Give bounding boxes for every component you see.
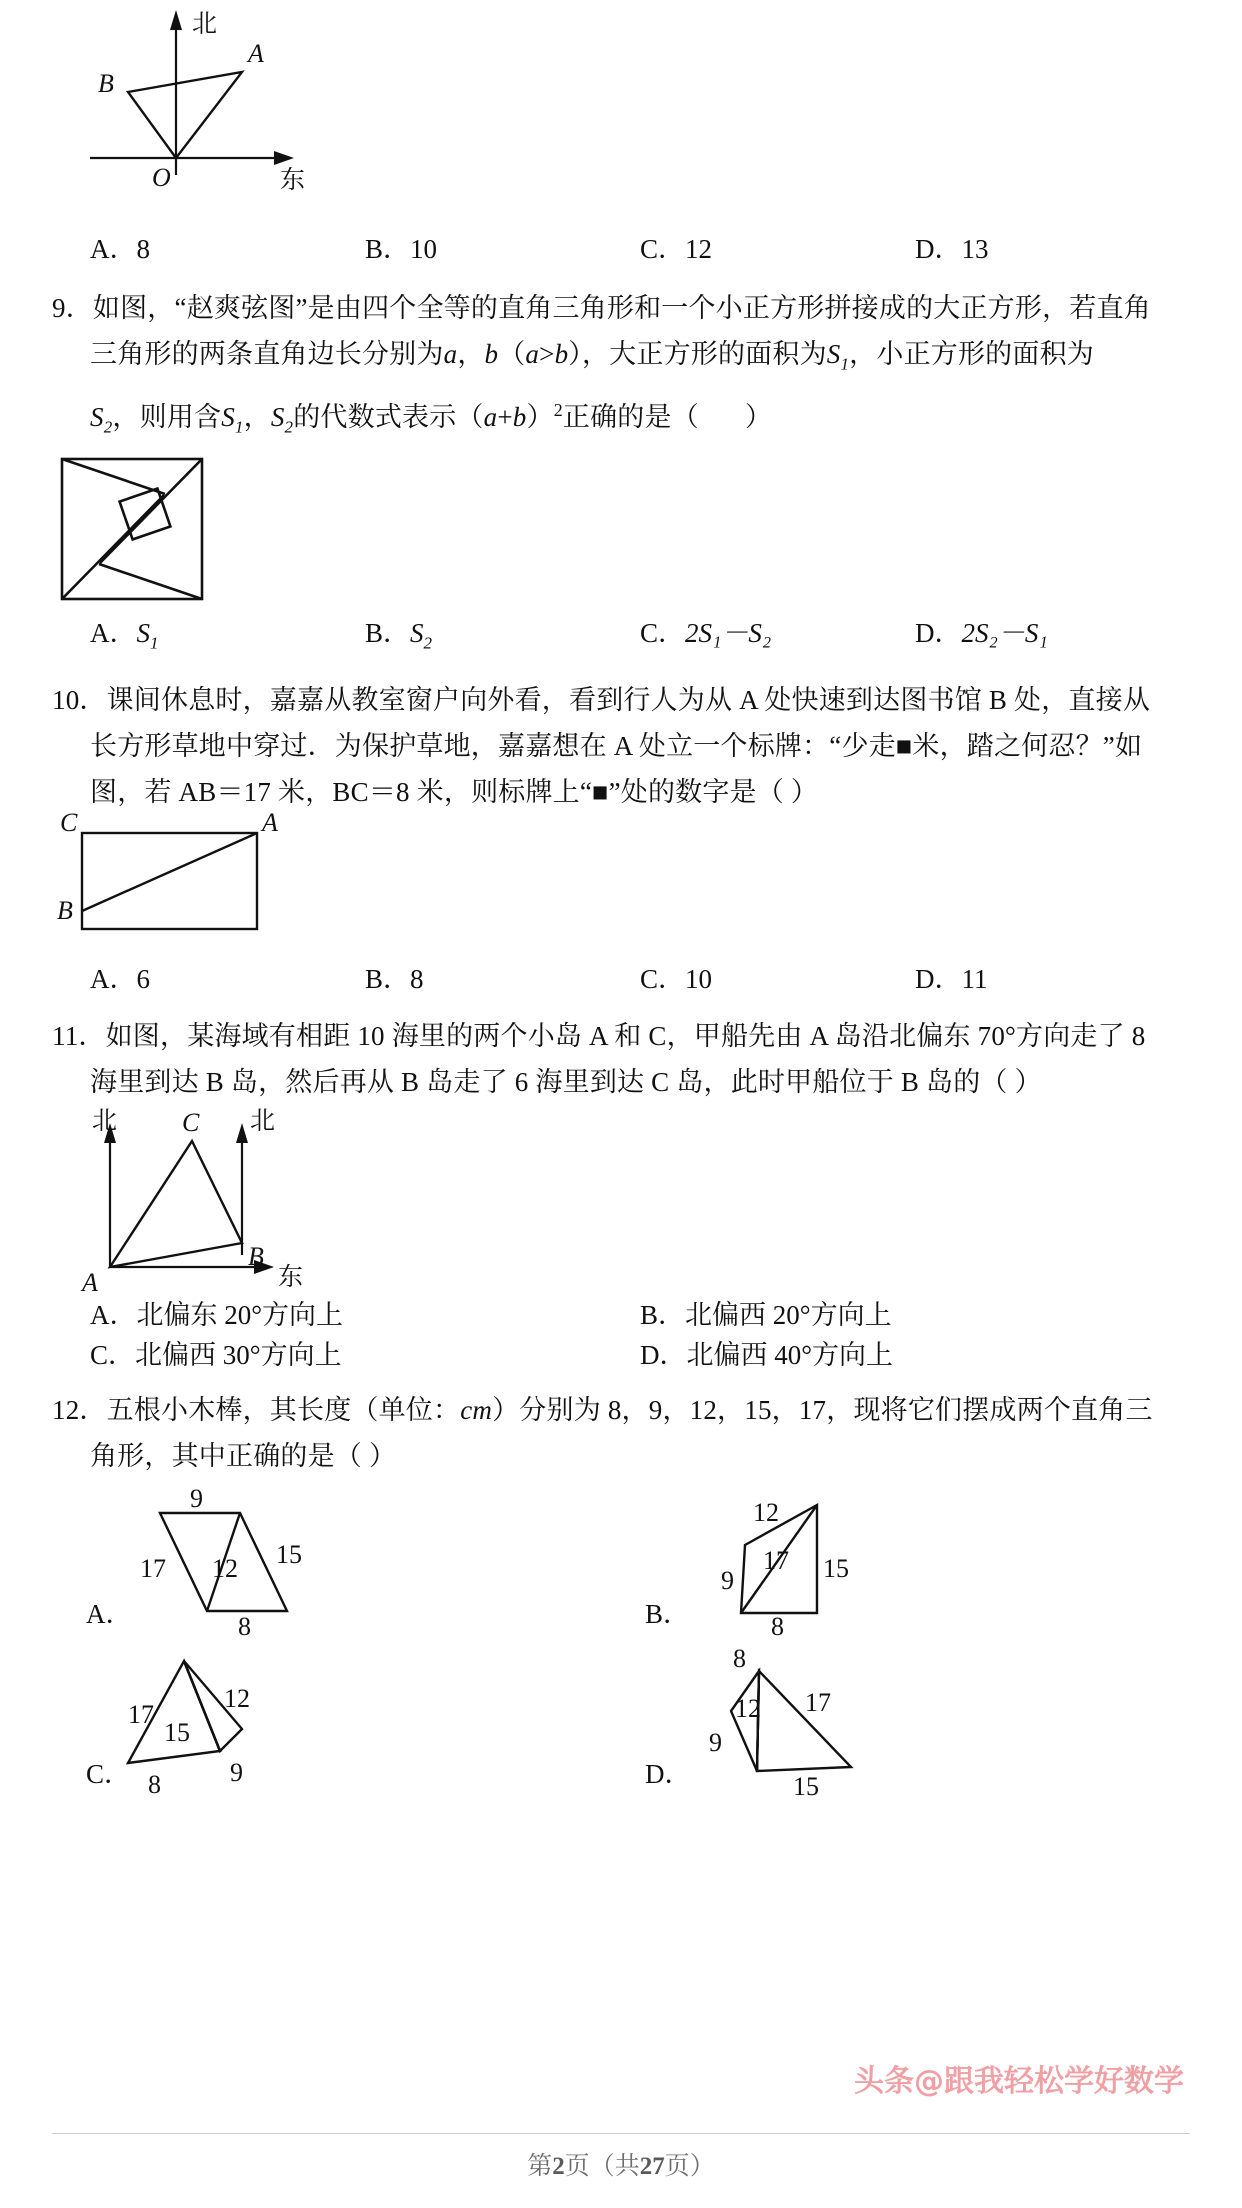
q11-options-row-2 bbox=[52, 1335, 1190, 1375]
q8-options bbox=[52, 229, 1190, 269]
q8-figure bbox=[52, 0, 1190, 215]
label-east: 东 bbox=[280, 165, 306, 194]
q9-option-d-letter: D． bbox=[915, 617, 962, 648]
q11-option-a-letter: A． bbox=[90, 1300, 137, 1331]
q8-compass-diagram bbox=[52, 0, 472, 215]
q9-l3-plus: + bbox=[497, 402, 513, 433]
label-east: 东 bbox=[278, 1262, 304, 1292]
q11-option-a-text: 北偏东 20°方向上 bbox=[136, 1300, 344, 1331]
q10-option-c-text: 10 bbox=[685, 964, 713, 995]
q8-option-d-text: 13 bbox=[961, 234, 989, 264]
label-north-left: 北 bbox=[92, 1106, 118, 1136]
q9-l2-comma: ， bbox=[457, 339, 485, 369]
triangle-acb bbox=[110, 1141, 242, 1267]
q11-option-c[interactable] bbox=[90, 1335, 640, 1375]
q12-c-label-right: 12 bbox=[224, 1684, 250, 1714]
north-arrowhead bbox=[170, 10, 182, 30]
q9-l2-ineq-b: b bbox=[554, 339, 569, 369]
q12-t2: ）分别为 8，9，12，15，17，现将它们摆成两个直角三 bbox=[492, 1395, 1153, 1426]
q8-option-a-text: 8 bbox=[136, 234, 150, 264]
q10-line-3: 图，若 AB＝17 米，BC＝8 米，则标牌上“■”处的数字是（ ） bbox=[90, 777, 819, 808]
q11-options-row-1 bbox=[52, 1295, 1190, 1335]
q9-l2-var-a: a bbox=[443, 339, 458, 369]
q9-l3-paren-close: ） bbox=[744, 402, 773, 433]
q9-l3-t3: 正确的是（ bbox=[562, 402, 699, 433]
q12-a-label-mid: 12 bbox=[212, 1554, 238, 1584]
q8-option-b[interactable] bbox=[365, 229, 640, 269]
q11-option-c-text: 北偏西 30°方向上 bbox=[135, 1340, 342, 1371]
q8-option-d[interactable] bbox=[915, 229, 1190, 269]
q9-l3-s2b-sub: 2 bbox=[284, 417, 294, 437]
q12-c-label-left: 17 bbox=[128, 1700, 154, 1730]
q9-l3-s1-sub: 1 bbox=[234, 417, 244, 437]
q9-option-a[interactable] bbox=[90, 613, 365, 663]
label-north-right: 北 bbox=[250, 1106, 276, 1136]
q12-line-1 bbox=[52, 1387, 1190, 1433]
q12-d-label-top: 8 bbox=[733, 1644, 746, 1674]
q11-line-2: 海里到达 B 岛，然后再从 B 岛走了 6 海里到达 C 岛，此时甲船位于 B 岛的（ ） bbox=[90, 1067, 1042, 1098]
q12-d-label-mid: 12 bbox=[735, 1694, 761, 1724]
q10-option-c-letter: C． bbox=[640, 964, 686, 995]
q9-l3-s1: S bbox=[221, 402, 235, 433]
q12-choice-b-letter: B． bbox=[645, 1599, 691, 1630]
label-point-a: A bbox=[262, 808, 278, 838]
q12-a-label-bottom: 8 bbox=[238, 1612, 251, 1642]
footer-page-number: 2 bbox=[552, 2153, 565, 2180]
q11-option-b-text: 北偏西 20°方向上 bbox=[685, 1300, 892, 1331]
question-12 bbox=[52, 1387, 1190, 1479]
q9-l2-s: S bbox=[826, 339, 841, 369]
q9-option-c-text: 2S₁－S₂ bbox=[685, 617, 772, 648]
q12-choices-row-2 bbox=[52, 1644, 1190, 1802]
q12-b-label-top: 12 bbox=[753, 1498, 779, 1528]
pinwheel-line-1 bbox=[62, 459, 165, 494]
q8-option-d-letter: D． bbox=[915, 234, 962, 264]
label-point-b: B bbox=[98, 69, 114, 98]
question-9 bbox=[52, 285, 1190, 451]
q9-l2-var-b: b bbox=[484, 339, 499, 369]
q12-choice-a-letter: A． bbox=[86, 1599, 133, 1630]
q12-b-label-right: 15 bbox=[823, 1554, 849, 1584]
q9-l2-tail: ，小正方形的面积为 bbox=[849, 339, 1094, 369]
q9-l3-b: b bbox=[512, 402, 527, 433]
q11-option-d-text: 北偏西 40°方向上 bbox=[686, 1340, 894, 1371]
q11-text-1: 如图，某海域有相距 10 海里的两个小岛 A 和 C，甲船先由 A 岛沿北偏东 70°方向走了 8 bbox=[105, 1021, 1146, 1052]
q12-choice-d[interactable] bbox=[621, 1644, 1190, 1802]
q12-choices-row-1 bbox=[52, 1484, 1190, 1642]
q12-number: 12． bbox=[52, 1395, 107, 1426]
q9-l2-gt: > bbox=[539, 339, 555, 369]
east-arrowhead bbox=[274, 151, 294, 165]
q9-options bbox=[52, 613, 1190, 663]
q9-line-1 bbox=[52, 285, 1190, 331]
footer-total-pages: 27 bbox=[639, 2153, 665, 2180]
q9-option-a-letter: A． bbox=[90, 617, 137, 648]
footer-suffix: 页） bbox=[664, 2153, 715, 2180]
q9-l2-a: 三角形的两条直角边长分别为 bbox=[90, 339, 444, 369]
label-point-b: B bbox=[57, 896, 73, 926]
q9-l3-power: 2 bbox=[553, 400, 563, 421]
label-point-c: C bbox=[60, 808, 78, 838]
q9-option-b-base: S bbox=[410, 617, 424, 648]
q11-option-b-letter: B． bbox=[640, 1300, 686, 1331]
q12-b-label-left: 9 bbox=[721, 1566, 734, 1596]
q10-option-d-letter: D． bbox=[915, 964, 962, 995]
q12-choice-c[interactable] bbox=[52, 1645, 621, 1800]
q8-option-a-letter: A． bbox=[90, 234, 137, 264]
q10-option-b[interactable] bbox=[365, 959, 640, 999]
q12-a-label-top: 9 bbox=[190, 1484, 203, 1514]
q9-option-b[interactable] bbox=[365, 613, 640, 663]
q12-d-label-left: 9 bbox=[709, 1728, 722, 1758]
q12-b-label-bottom: 8 bbox=[771, 1612, 784, 1642]
q12-c-label-bottom: 8 bbox=[148, 1770, 161, 1800]
rectangle-lawn-diagram bbox=[52, 808, 312, 955]
watermark: 头条@跟我轻松学好数学 bbox=[854, 2064, 1184, 2099]
q12-d-right-triangle bbox=[757, 1671, 851, 1771]
q9-l2-paren-open: （ bbox=[498, 339, 526, 369]
q12-c-label-mid: 15 bbox=[164, 1718, 190, 1748]
q9-option-b-letter: B． bbox=[365, 617, 411, 648]
q9-l2-s-sub: 1 bbox=[840, 354, 850, 374]
q9-l2-mid: ），大正方形的面积为 bbox=[568, 339, 827, 369]
q9-l3-s2-sub: 2 bbox=[103, 417, 113, 437]
q11-option-a[interactable] bbox=[90, 1295, 640, 1335]
q12-choice-c-letter: C． bbox=[86, 1759, 132, 1790]
lawn-rectangle bbox=[82, 833, 257, 929]
label-point-a: A bbox=[82, 1268, 98, 1298]
q9-l3-t2: 的代数式表示（ bbox=[293, 402, 484, 433]
q10-option-b-letter: B． bbox=[365, 964, 411, 995]
footer-prefix: 第 bbox=[527, 2153, 553, 2180]
q9-line-3 bbox=[52, 387, 1190, 450]
q11-line-1 bbox=[52, 1013, 1190, 1059]
q10-option-b-text: 8 bbox=[410, 964, 424, 995]
diagonal-path bbox=[82, 833, 257, 911]
q9-option-a-sub: 1 bbox=[150, 633, 159, 653]
q9-l3-comma: ， bbox=[243, 402, 271, 433]
q9-figure bbox=[52, 451, 1190, 611]
question-11 bbox=[52, 1013, 1190, 1105]
q12-unit: cm bbox=[460, 1395, 493, 1426]
q12-figure-a bbox=[52, 1484, 522, 1642]
q11-option-c-letter: C． bbox=[90, 1340, 136, 1371]
q12-a-label-right: 15 bbox=[276, 1540, 302, 1570]
q12-figure-c bbox=[52, 1645, 522, 1800]
triangle-oba bbox=[128, 72, 242, 158]
q11-option-b[interactable] bbox=[640, 1295, 1190, 1335]
page-footer bbox=[0, 2146, 1242, 2182]
q12-t1: 五根小木棒，其长度（单位： bbox=[106, 1395, 461, 1426]
label-point-c: C bbox=[182, 1108, 200, 1138]
q10-option-a[interactable] bbox=[90, 959, 365, 999]
north-arrowhead-b bbox=[236, 1123, 248, 1143]
footer-mid: 页（共 bbox=[564, 2153, 640, 2180]
q9-line-2 bbox=[52, 331, 1190, 387]
q10-figure bbox=[52, 808, 1190, 955]
q9-l3-s2: S bbox=[90, 402, 104, 433]
q11-number: 11． bbox=[52, 1021, 106, 1052]
q8-option-c[interactable] bbox=[640, 229, 915, 269]
label-point-a: A bbox=[248, 39, 264, 68]
q12-choice-d-letter: D． bbox=[645, 1759, 692, 1790]
pinwheel-line-4 bbox=[62, 495, 164, 599]
label-point-b: B bbox=[248, 1242, 264, 1272]
q10-text-1: 课间休息时，嘉嘉从教室窗户向外看，看到行人为从 A 处快速到达图书馆 B 处，直接从 bbox=[106, 685, 1151, 716]
q9-option-c-letter: C． bbox=[640, 617, 686, 648]
q12-figure-d bbox=[621, 1644, 1091, 1802]
q8-option-a[interactable] bbox=[90, 229, 365, 269]
q9-option-c[interactable] bbox=[640, 613, 915, 663]
pinwheel-line-2 bbox=[100, 459, 202, 563]
q12-b-label-mid: 17 bbox=[763, 1546, 789, 1576]
footer-divider bbox=[52, 2133, 1190, 2134]
q9-text-1: 如图，“赵爽弦图”是由四个全等的直角三角形和一个小正方形拼接成的大正方形，若直角 bbox=[92, 293, 1151, 323]
q9-number: 9． bbox=[52, 293, 93, 323]
zhaoshuang-xiantu-diagram bbox=[52, 451, 232, 611]
q10-option-a-text: 6 bbox=[136, 964, 150, 995]
navigation-bearing-diagram bbox=[52, 1105, 382, 1298]
q12-figure-b bbox=[621, 1485, 1091, 1642]
q8-option-c-letter: C． bbox=[640, 234, 686, 264]
q10-line-2: 长方形草地中穿过．为保护草地，嘉嘉想在 A 处立一个标牌：“少走■米，踏之何忍？”如 bbox=[90, 731, 1143, 762]
q10-number: 10． bbox=[52, 685, 107, 716]
label-origin: O bbox=[152, 163, 171, 192]
q12-choice-a[interactable] bbox=[52, 1484, 621, 1642]
q9-l3-a: a bbox=[483, 402, 498, 433]
q10-option-a-letter: A． bbox=[90, 964, 137, 995]
q8-option-c-text: 12 bbox=[685, 234, 713, 264]
question-10 bbox=[52, 677, 1190, 815]
q9-l3-s2b: S bbox=[270, 402, 285, 433]
q11-option-d[interactable] bbox=[640, 1335, 1190, 1375]
q8-option-b-text: 10 bbox=[410, 234, 438, 264]
q10-option-d-text: 11 bbox=[961, 964, 988, 995]
q10-line-1 bbox=[52, 677, 1190, 723]
q12-d-label-bottom: 15 bbox=[793, 1772, 819, 1802]
q9-l3-t1: ，则用含 bbox=[112, 402, 222, 433]
pinwheel-line-3 bbox=[99, 564, 202, 599]
q10-option-d[interactable] bbox=[915, 959, 1190, 999]
q9-option-a-base: S bbox=[136, 617, 150, 648]
q9-option-d-text: 2S₂－S₁ bbox=[961, 617, 1048, 648]
q9-l3-paren: ） bbox=[526, 402, 554, 433]
q12-a-label-left: 17 bbox=[140, 1554, 166, 1584]
q12-c-label-lower-right: 9 bbox=[230, 1758, 243, 1788]
q10-option-c[interactable] bbox=[640, 959, 915, 999]
q9-l2-ineq-a: a bbox=[525, 339, 540, 369]
q11-option-d-letter: D． bbox=[640, 1340, 687, 1371]
q12-line-2: 角形，其中正确的是（ ） bbox=[90, 1441, 397, 1472]
label-north: 北 bbox=[192, 9, 218, 38]
q10-options bbox=[52, 959, 1190, 999]
q11-figure bbox=[52, 1105, 1190, 1298]
q12-d-label-right: 17 bbox=[805, 1688, 831, 1718]
q8-option-b-letter: B． bbox=[365, 234, 411, 264]
q9-option-b-sub: 2 bbox=[423, 633, 433, 653]
q9-option-d[interactable] bbox=[915, 613, 1190, 663]
q12-choice-b[interactable] bbox=[621, 1485, 1190, 1642]
